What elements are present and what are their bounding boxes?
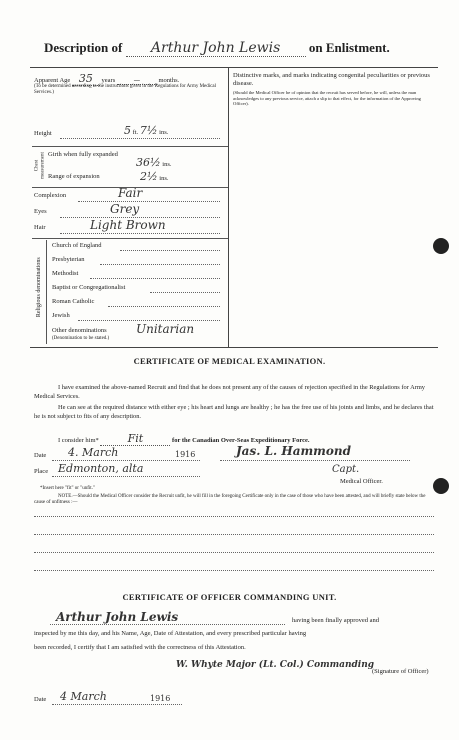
religion-other-note: (Denomination to be stated.) [52,336,110,341]
medical-para-1: I have examined the above-named Recruit and find that he does not present any of the causes of rejection specified in the Regulations for Army Medical Services. [34,384,425,400]
medical-consider-suffix: for the Canadian Over-Seas Expeditionary Force. [172,437,310,444]
marks-note: (Should the Medical Officer be of opinion that the recruit has served before, he will, unless the man acknowledges to any previous service, attach a slip to that effect, for the information of the Approving Officer). [233,90,421,106]
chest-girth-unit: ins. [162,161,172,168]
medical-title: CERTIFICATE OF MEDICAL EXAMINATION. [133,356,326,366]
age-label: Apparent Age [34,77,71,84]
religion-item-1: Presbyterian [52,256,85,263]
medical-date-line [52,460,200,461]
recruit-name: Arthur John Lewis [126,40,306,57]
chest-range-value: 2½ [140,170,158,183]
chest-range-unit: ins. [159,175,169,182]
medical-note: NOTE.—Should the Medical Officer consider the Recruit unfit, he will fill in the foregoing Certificate only in the case of those who have been attested, and will briefly state below the cause of unfitness :— [34,494,426,505]
religion-item-4: Roman Catholic [52,298,95,305]
complexion-label: Complexion [34,192,67,199]
officer-year: 1916 [150,694,171,703]
medical-para-2: He can see at the required distance with either eye ; his heart and lungs are healthy ; he has the free use of his joints and limbs, and he declares that he is not subject to fits of any description. [34,404,434,420]
hair-value: Light Brown [90,218,166,232]
height-label: Height [34,130,52,137]
officer-date-line [52,704,182,705]
header-prefix: Description of [44,40,123,55]
medical-officer-label: Medical Officer. [340,478,383,485]
chest-range-label: Range of expansion [48,173,100,180]
religion-side-label: Religious denominations [35,257,42,318]
officer-text-3: been recorded, I certify that I am satisfied with the correctness of this Attestation. [34,644,246,651]
religion-line-5 [78,320,220,321]
form-header [44,40,424,57]
frame-bottom-top-section [30,347,438,348]
height-ins: 7½ [139,124,158,137]
medical-date-label: Date [34,452,47,459]
frame-divider-vertical [228,67,229,347]
medical-rank: Capt. [332,464,360,475]
frame-top [30,67,438,68]
religion-line-0 [120,250,220,251]
punch-hole-top [433,238,449,254]
medical-year: 1916 [175,450,196,459]
height-values [124,124,168,137]
unfitness-line-2 [34,534,434,535]
religion-bracket [46,240,51,344]
officer-text-2: inspected by me this day, and his Name, Age, Date of Attestation, and every prescribed particular having [34,630,307,637]
medical-footnote: *Insert here "fit" or "unfit." [40,486,95,491]
officer-text-1: having been finally approved and [292,617,379,624]
punch-hole-bottom [433,478,449,494]
chest-girth-row [136,156,172,169]
complexion-value: Fair [118,186,143,200]
hair-line [60,233,220,234]
medical-place-label: Place [34,468,49,475]
officer-date-label: Date [34,696,47,703]
religion-item-5: Jewish [52,312,70,319]
unfitness-line-3 [34,552,434,553]
medical-date-value: 4. March [68,446,119,459]
chest-girth-value: 36½ [136,156,161,169]
height-ins-unit: ins. [159,129,169,136]
religion-item-3: Baptist or Congregationalist [52,284,126,291]
officer-signature: W. Whyte Major (Lt. Col.) Commanding [176,660,375,670]
medical-place-value: Edmonton, alta [58,462,144,475]
religion-line-3 [150,292,220,293]
religion-item-2: Methodist [52,270,79,277]
eyes-label: Eyes [34,208,47,215]
age-months-unit: months. [158,77,180,84]
religion-other-label: Other denominations [52,327,107,334]
religion-other-value: Unitarian [136,322,195,336]
header-suffix: on Enlistment. [308,40,390,55]
officer-name-line [50,624,285,625]
hair-label: Hair [34,224,46,231]
unfitness-line-1 [34,516,434,517]
religion-line-4 [108,306,220,307]
chest-girth-label: Girth when fully expanded [48,151,118,158]
chest-side-label: Chest measurement [34,152,45,179]
medical-fitness: Fit [100,432,170,446]
medical-signature-line [220,460,410,461]
eyes-value: Grey [110,202,140,216]
officer-date-value: 4 March [60,690,107,703]
religion-line-1 [100,264,220,265]
religion-item-0: Church of England [52,242,102,249]
age-note: (To be determined according to the instructions given in the Regulations for Army Medical Services.) [34,84,216,95]
height-ft-unit: ft. [132,129,139,136]
officer-title: CERTIFICATE OF OFFICER COMMANDING UNIT. [122,592,337,602]
medical-place-line [52,476,200,477]
medical-signature: Jas. L. Hammond [236,444,351,458]
age-years-unit: years [101,77,116,84]
medical-consider-prefix: I consider him* [58,437,99,444]
chest-range-row [140,170,169,183]
age-months: — [117,76,157,85]
unfitness-line-4 [34,570,434,571]
officer-signature-label: (Signature of Officer) [372,668,429,675]
religion-line-2 [90,278,220,279]
height-ft: 5 [124,124,131,137]
officer-recruit-name: Arthur John Lewis [56,610,179,624]
age-years: 35 [72,72,100,86]
height-line [60,138,220,139]
complexion-line [78,201,220,202]
marks-heading: Distinctive marks, and marks indicating congenital peculiarities or previous disease. [233,72,430,87]
